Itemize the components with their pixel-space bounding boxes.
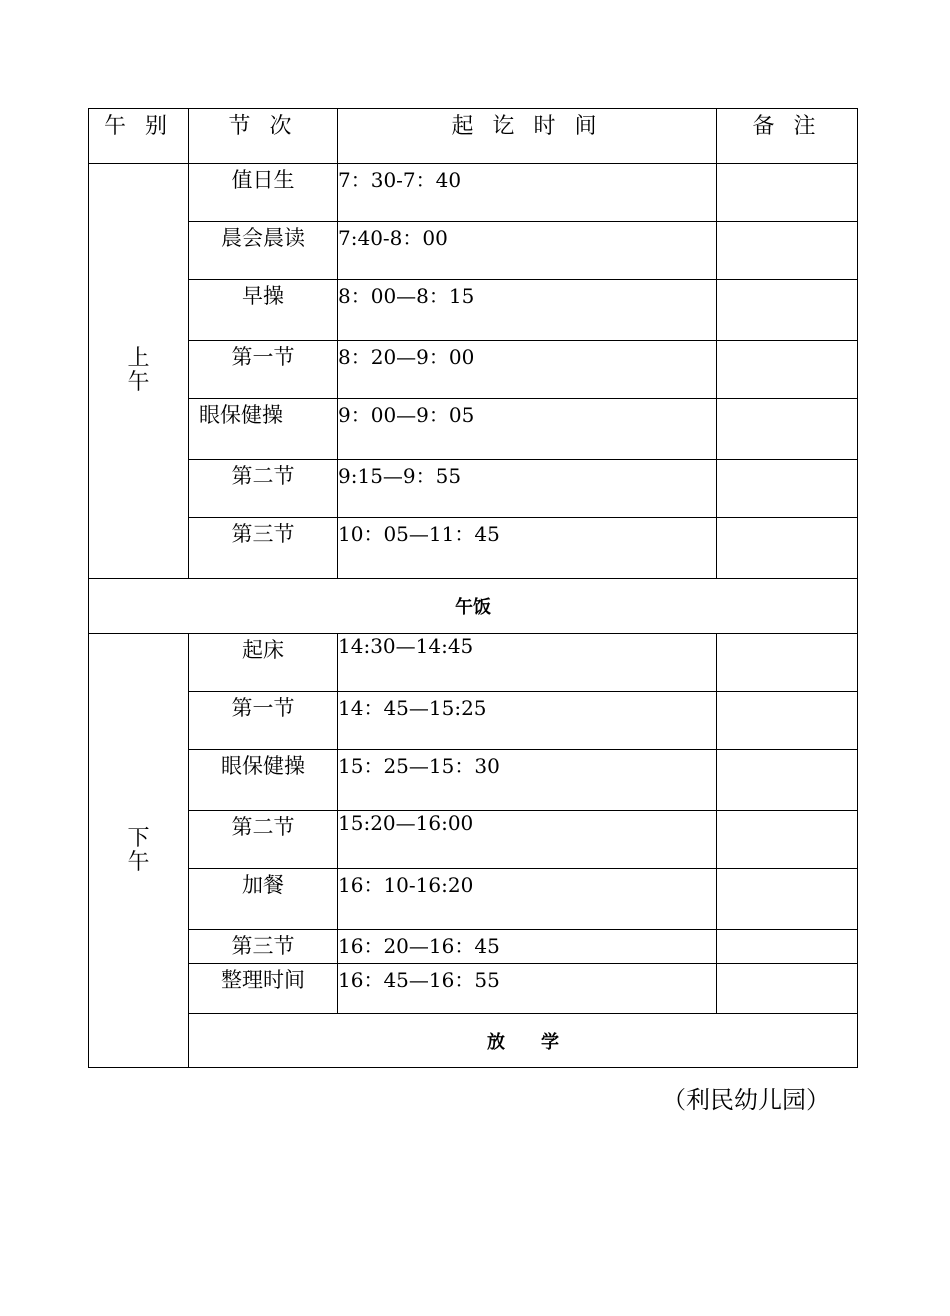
header-row xyxy=(89,109,858,164)
session-cell: 起床 xyxy=(189,634,338,692)
table-row xyxy=(89,634,858,692)
session-cell: 整理时间 xyxy=(189,964,338,1014)
remark-cell xyxy=(717,460,858,518)
header-period: 午 别 xyxy=(89,109,189,164)
table-row xyxy=(89,164,858,222)
dismissal-row xyxy=(89,1014,858,1068)
remark-cell xyxy=(717,341,858,399)
table-row xyxy=(89,750,858,811)
remark-cell xyxy=(717,222,858,280)
remark-cell xyxy=(717,399,858,460)
session-cell: 第一节 xyxy=(189,692,338,750)
lunch-label: 午饭 xyxy=(89,579,858,634)
schedule-table xyxy=(88,108,858,1068)
table-row xyxy=(89,869,858,930)
remark-cell xyxy=(717,280,858,341)
period-morning: 上 午 xyxy=(89,164,189,579)
table-row xyxy=(89,222,858,280)
table-row xyxy=(89,341,858,399)
table-row xyxy=(89,460,858,518)
dismissal-label: 放 学 xyxy=(189,1014,858,1068)
remark-cell xyxy=(717,964,858,1014)
time-cell: 7:40-8：00 xyxy=(338,222,717,280)
session-cell: 第一节 xyxy=(189,341,338,399)
time-cell: 16：20—16：45 xyxy=(338,930,717,964)
session-cell: 第三节 xyxy=(189,930,338,964)
table-row xyxy=(89,692,858,750)
time-cell: 8：20—9：00 xyxy=(338,341,717,399)
session-cell: 加餐 xyxy=(189,869,338,930)
time-cell: 10：05—11：45 xyxy=(338,518,717,579)
time-cell: 14:30—14:45 xyxy=(338,634,717,692)
session-cell: 晨会晨读 xyxy=(189,222,338,280)
remark-cell xyxy=(717,634,858,692)
time-cell: 15:20—16:00 xyxy=(338,811,717,869)
header-remark: 备 注 xyxy=(717,109,858,164)
table-row xyxy=(89,930,858,964)
table-row xyxy=(89,964,858,1014)
lunch-row xyxy=(89,579,858,634)
session-cell: 早操 xyxy=(189,280,338,341)
time-cell: 8：00—8：15 xyxy=(338,280,717,341)
time-cell: 16：45—16：55 xyxy=(338,964,717,1014)
table-row xyxy=(89,280,858,341)
time-cell: 9:15—9：55 xyxy=(338,460,717,518)
session-cell: 眼保健操 xyxy=(189,399,338,460)
remark-cell xyxy=(717,518,858,579)
kindergarten-name: （利民幼儿园） xyxy=(662,1086,830,1114)
time-cell: 7：30-7：40 xyxy=(338,164,717,222)
table-row xyxy=(89,811,858,869)
session-cell: 第二节 xyxy=(189,811,338,869)
header-time: 起 讫 时 间 xyxy=(338,109,717,164)
table-row xyxy=(89,518,858,579)
remark-cell xyxy=(717,811,858,869)
time-cell: 15：25—15：30 xyxy=(338,750,717,811)
remark-cell xyxy=(717,750,858,811)
time-cell: 14：45—15:25 xyxy=(338,692,717,750)
session-cell: 第二节 xyxy=(189,460,338,518)
remark-cell xyxy=(717,869,858,930)
time-cell: 9：00—9：05 xyxy=(338,399,717,460)
remark-cell xyxy=(717,164,858,222)
remark-cell xyxy=(717,930,858,964)
time-cell: 16：10-16:20 xyxy=(338,869,717,930)
session-cell: 值日生 xyxy=(189,164,338,222)
session-cell: 第三节 xyxy=(189,518,338,579)
session-cell: 眼保健操 xyxy=(189,750,338,811)
header-session: 节 次 xyxy=(189,109,338,164)
remark-cell xyxy=(717,692,858,750)
period-afternoon: 下 午 xyxy=(89,634,189,1068)
table-row xyxy=(89,399,858,460)
